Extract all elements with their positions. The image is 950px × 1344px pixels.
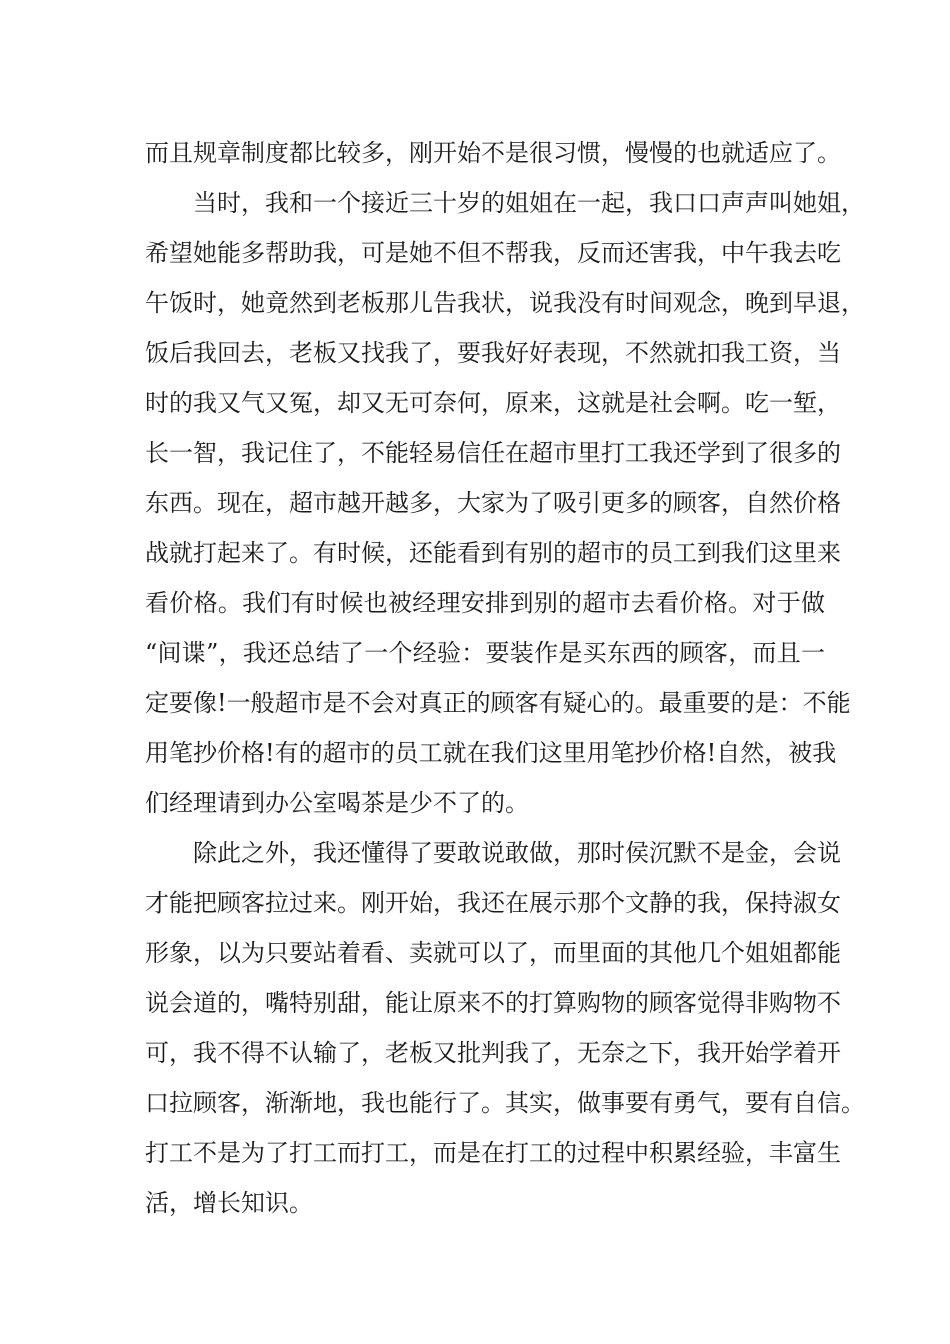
text-line: 东西。现在，超市越开越多，大家为了吸引更多的顾客，自然价格 bbox=[145, 489, 841, 517]
text-line: 时的我又气又冤，却又无可奈何，原来，这就是社会啊。吃一堑， bbox=[145, 389, 841, 417]
paragraph-end-line: 活，增长知识。 bbox=[145, 1189, 313, 1217]
text-line: 定要像!一般超市是不会对真正的顾客有疑心的。最重要的是：不能 bbox=[145, 689, 851, 717]
paragraph-end-line: 们经理请到办公室喝茶是少不了的。 bbox=[145, 789, 529, 817]
text-line: 打工不是为了打工而打工，而是在打工的过程中积累经验，丰富生 bbox=[145, 1139, 841, 1167]
text-line: 用笔抄价格!有的超市的员工就在我们这里用笔抄价格!自然，被我 bbox=[145, 739, 837, 767]
text-line: 说会道的，嘴特别甜，能让原来不的打算购物的顾客觉得非购物不 bbox=[145, 989, 841, 1017]
text-line: 而且规章制度都比较多，刚开始不是很习惯，慢慢的也就适应了。 bbox=[145, 139, 841, 167]
body-text bbox=[145, 128, 865, 1228]
paragraph-start-line: 除此之外，我还懂得了要敢说敢做，那时侯沉默不是金，会说 bbox=[193, 839, 841, 867]
text-line: “间谍”，我还总结了一个经验：要装作是买东西的顾客，而且一 bbox=[145, 639, 825, 667]
text-line: 战就打起来了。有时候，还能看到有别的超市的员工到我们这里来 bbox=[145, 539, 841, 567]
text-line: 可，我不得不认输了，老板又批判我了，无奈之下，我开始学着开 bbox=[145, 1039, 841, 1067]
text-line: 长一智，我记住了，不能轻易信任在超市里打工我还学到了很多的 bbox=[145, 439, 841, 467]
text-line: 才能把顾客拉过来。刚开始，我还在展示那个文静的我，保持淑女 bbox=[145, 889, 841, 917]
text-line: 饭后我回去，老板又找我了，要我好好表现，不然就扣我工资，当 bbox=[145, 339, 841, 367]
text-line: 看价格。我们有时候也被经理安排到别的超市去看价格。对于做 bbox=[145, 589, 825, 617]
text-line: 口拉顾客，渐渐地，我也能行了。其实，做事要有勇气，要有自信。 bbox=[145, 1089, 865, 1117]
text-line: 希望她能多帮助我，可是她不但不帮我，反而还害我，中午我去吃 bbox=[145, 239, 841, 267]
text-line: 午饭时，她竟然到老板那儿告我状，说我没有时间观念，晚到早退， bbox=[145, 289, 865, 317]
text-line: 形象，以为只要站着看、卖就可以了，而里面的其他几个姐姐都能 bbox=[145, 939, 841, 967]
paragraph-start-line: 当时，我和一个接近三十岁的姐姐在一起，我口口声声叫她姐， bbox=[193, 189, 865, 217]
